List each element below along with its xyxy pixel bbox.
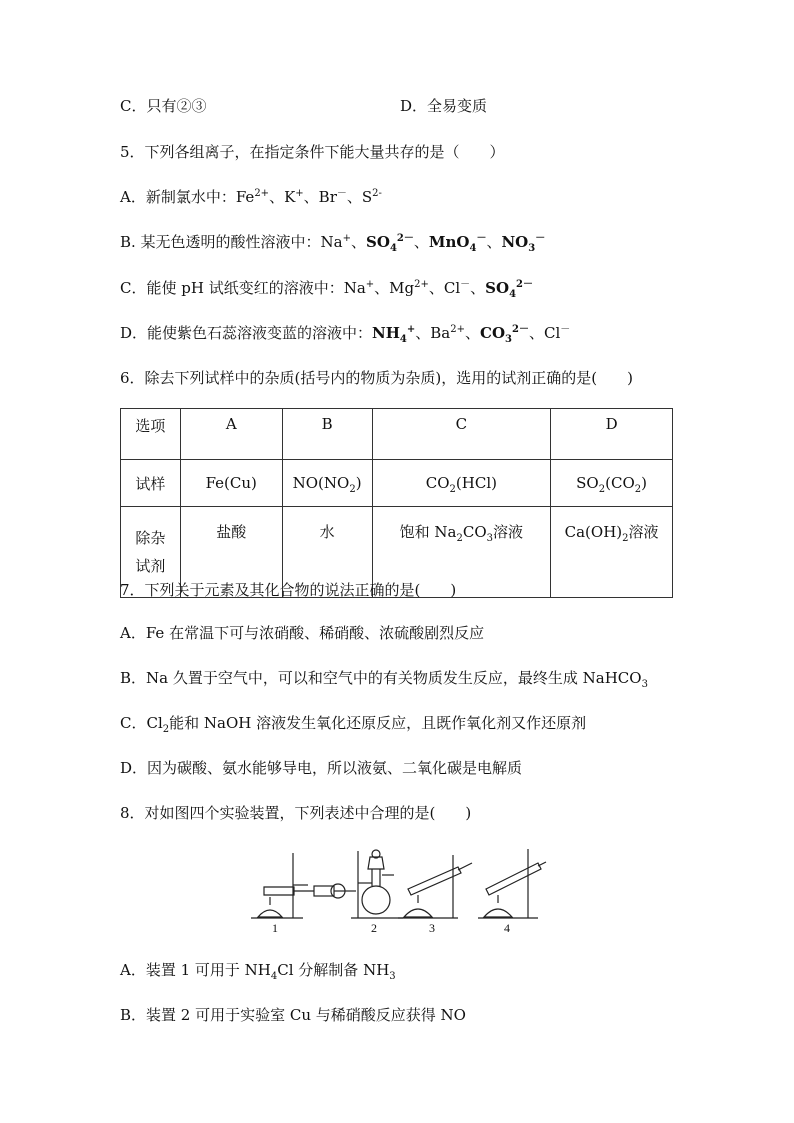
table-header-cell: A: [180, 409, 282, 460]
q5-c-prefix: C．能使 pH 试纸变红的溶液中：Na: [120, 279, 366, 297]
formula-text: 溶液: [628, 523, 659, 541]
formula-text: (HCl): [455, 474, 497, 492]
table-cell: 盐酸: [180, 507, 282, 598]
row-label-line: 试剂: [135, 557, 166, 575]
q5-a-text: A．新制氯水中：Fe: [120, 188, 255, 206]
q5-c-so4-sub: 4: [509, 289, 517, 300]
q5-d-ba: 、Ba: [415, 324, 451, 342]
table-cell: [372, 460, 551, 507]
table-cell: [551, 460, 673, 507]
q5-b-no3: NO: [501, 233, 529, 251]
q5-c-mg-charge: 2+: [414, 279, 429, 290]
table-header-cell: 选项: [121, 409, 181, 460]
lab-apparatus-figure: [248, 845, 548, 935]
table-cell: Fe(Cu): [180, 460, 282, 507]
q5-a-k-charge: +: [295, 188, 304, 199]
formula-subscript: 2: [162, 724, 170, 735]
q5-c-so4-sup: 2－: [516, 279, 534, 290]
q5-a-br-charge: －: [336, 188, 347, 199]
figure-label-4: 4: [504, 921, 510, 935]
formula-subscript: 2: [634, 484, 642, 495]
formula-text: ): [355, 474, 362, 492]
formula-subscript: 2: [456, 533, 463, 544]
q5-b-no3-sub: 3: [528, 243, 536, 254]
q5-c-na-charge: +: [365, 279, 375, 290]
q5-a-k: 、K: [269, 188, 296, 206]
figure-label-1: 1: [272, 921, 278, 935]
q5-d-prefix: D．能使紫色石蕊溶液变蓝的溶液中：: [120, 324, 373, 342]
q5-d-ba-charge: 2+: [450, 324, 465, 335]
q7-option-d: D．因为碳酸、氨水能够导电，所以液氨、二氧化碳是电解质: [120, 759, 523, 777]
q5-b-na-charge: +: [342, 233, 352, 244]
q5-d-nh4-sub: 4: [399, 334, 407, 345]
q7-option-c: [120, 713, 586, 733]
q5-option-c: C．能使 pH 试纸变红的溶液中：Na+、$Mg^{2+}$、Cl－、$SO_4^{2-}$: [120, 279, 534, 300]
q5-c-so4: SO: [485, 279, 510, 297]
table-header-row: [121, 409, 673, 460]
table-header-cell: C: [372, 409, 551, 460]
q4-option-c: C．只有②③: [120, 97, 207, 115]
row-label-line: 除杂: [135, 529, 166, 547]
q5-a-br: 、Br: [303, 188, 337, 206]
q7-c-tail: 能和 NaOH 溶液发生氧化还原反应，且既作氧化剂又作还原剂: [169, 714, 587, 732]
q5-option-d: D．能使紫色石蕊溶液变蓝的溶液中：$NH_4^+$、$Ba^{2+}$、$CO_3^{2-}$、Cl－: [120, 324, 571, 345]
table-row-label: 试样: [121, 460, 181, 507]
q7-b-text: B．Na 久置于空气中，可以和空气中的有关物质发生反应，最终生成 NaHCO: [120, 669, 642, 687]
formula-subscript: 3: [389, 971, 396, 982]
q5-b-so4-sup: 2－: [396, 233, 414, 244]
q5-d-nh4: NH: [372, 324, 400, 342]
formula-text: CO: [462, 523, 487, 541]
formula-text: SO: [576, 474, 599, 492]
q5-d-co3-sub: 3: [505, 334, 512, 345]
table-header-cell: D: [551, 409, 673, 460]
q5-b-prefix: B. 某无色透明的酸性溶液中：Na: [120, 233, 343, 251]
q5-b-mno4: MnO: [428, 233, 470, 251]
q4-option-d: D．全易变质: [400, 97, 488, 115]
formula-subscript: 3: [486, 533, 494, 544]
q5-a-s: 、S: [346, 188, 373, 206]
table-header-cell: B: [282, 409, 372, 460]
q5-b-no3-sup: －: [535, 233, 546, 244]
q7-c-pre: C．Cl: [120, 714, 163, 732]
q5-d-nh4-sup: +: [406, 324, 416, 335]
q7-stem: 7．下列关于元素及其化合物的说法正确的是( ): [120, 581, 457, 599]
q5-c-mg: 、Mg: [374, 279, 415, 297]
q6-stem: 6．除去下列试样中的杂质(括号内的物质为杂质)，选用的试剂正确的是( ): [120, 369, 633, 387]
apparatus-diagram: [248, 845, 548, 923]
q5-a-fe-charge: 2+: [254, 188, 270, 199]
formula-text: NO(NO: [292, 474, 350, 492]
formula-subscript: 2: [349, 484, 356, 495]
figure-label-2: 2: [371, 921, 377, 935]
formula-text: Ca(OH): [564, 523, 623, 541]
q5-option-a: [120, 187, 382, 207]
formula-text: ): [641, 474, 647, 492]
q5-c-cl-charge: －: [460, 279, 471, 290]
formula-text: 溶液: [493, 523, 524, 541]
formula-text: (CO: [605, 474, 635, 492]
q5-d-cl: 、Cl: [528, 324, 561, 342]
formula-subscript: 3: [641, 679, 648, 690]
formula-subscript: 2: [449, 484, 456, 495]
q5-option-b: B. 某无色透明的酸性溶液中：Na+、$SO_4^{2-}$、MnO$_4$－、$NO_3^-$: [120, 233, 546, 254]
q8-a-pre: A．装置 1 可用于 NH: [120, 961, 271, 979]
q8-option-b: B．装置 2 可用于实验室 Cu 与稀硝酸反应获得 NO: [120, 1006, 466, 1024]
table-row: [121, 460, 673, 507]
formula-subscript: 2: [598, 484, 606, 495]
formula-text: CO: [425, 474, 450, 492]
formula-subscript: 2: [622, 533, 629, 544]
q5-d-cl-charge: －: [560, 324, 571, 335]
q8-option-a: [120, 960, 396, 980]
q5-c-cl: 、Cl: [428, 279, 461, 297]
formula-text: 饱和 Na: [399, 523, 457, 541]
q8-a-mid: Cl 分解制备 NH: [277, 961, 390, 979]
q5-d-co3: CO: [480, 324, 506, 342]
table-cell: [282, 460, 372, 507]
q7-option-b: [120, 668, 648, 688]
formula-subscript: 4: [270, 971, 278, 982]
q5-b-so4-sub: 4: [389, 243, 397, 254]
q5-b-mno4-sub: 4: [469, 243, 477, 254]
q5-b-mno4-sup: －: [476, 233, 487, 244]
table-cell: 水: [282, 507, 372, 598]
q5-b-so4: SO: [366, 233, 390, 251]
q5-d-co3-sup: 2－: [512, 324, 529, 335]
q8-stem: 8．对如图四个实验装置，下列表述中合理的是( ): [120, 804, 472, 822]
q6-reagent-table: [120, 408, 673, 598]
figure-label-3: 3: [429, 921, 435, 935]
q5-a-s-charge: 2-: [372, 188, 382, 199]
q5-stem: 5．下列各组离子，在指定条件下能大量共存的是（ ）: [120, 143, 505, 161]
table-cell: [551, 507, 673, 598]
q7-option-a: A．Fe 在常温下可与浓硝酸、稀硝酸、浓硫酸剧烈反应: [120, 624, 485, 642]
